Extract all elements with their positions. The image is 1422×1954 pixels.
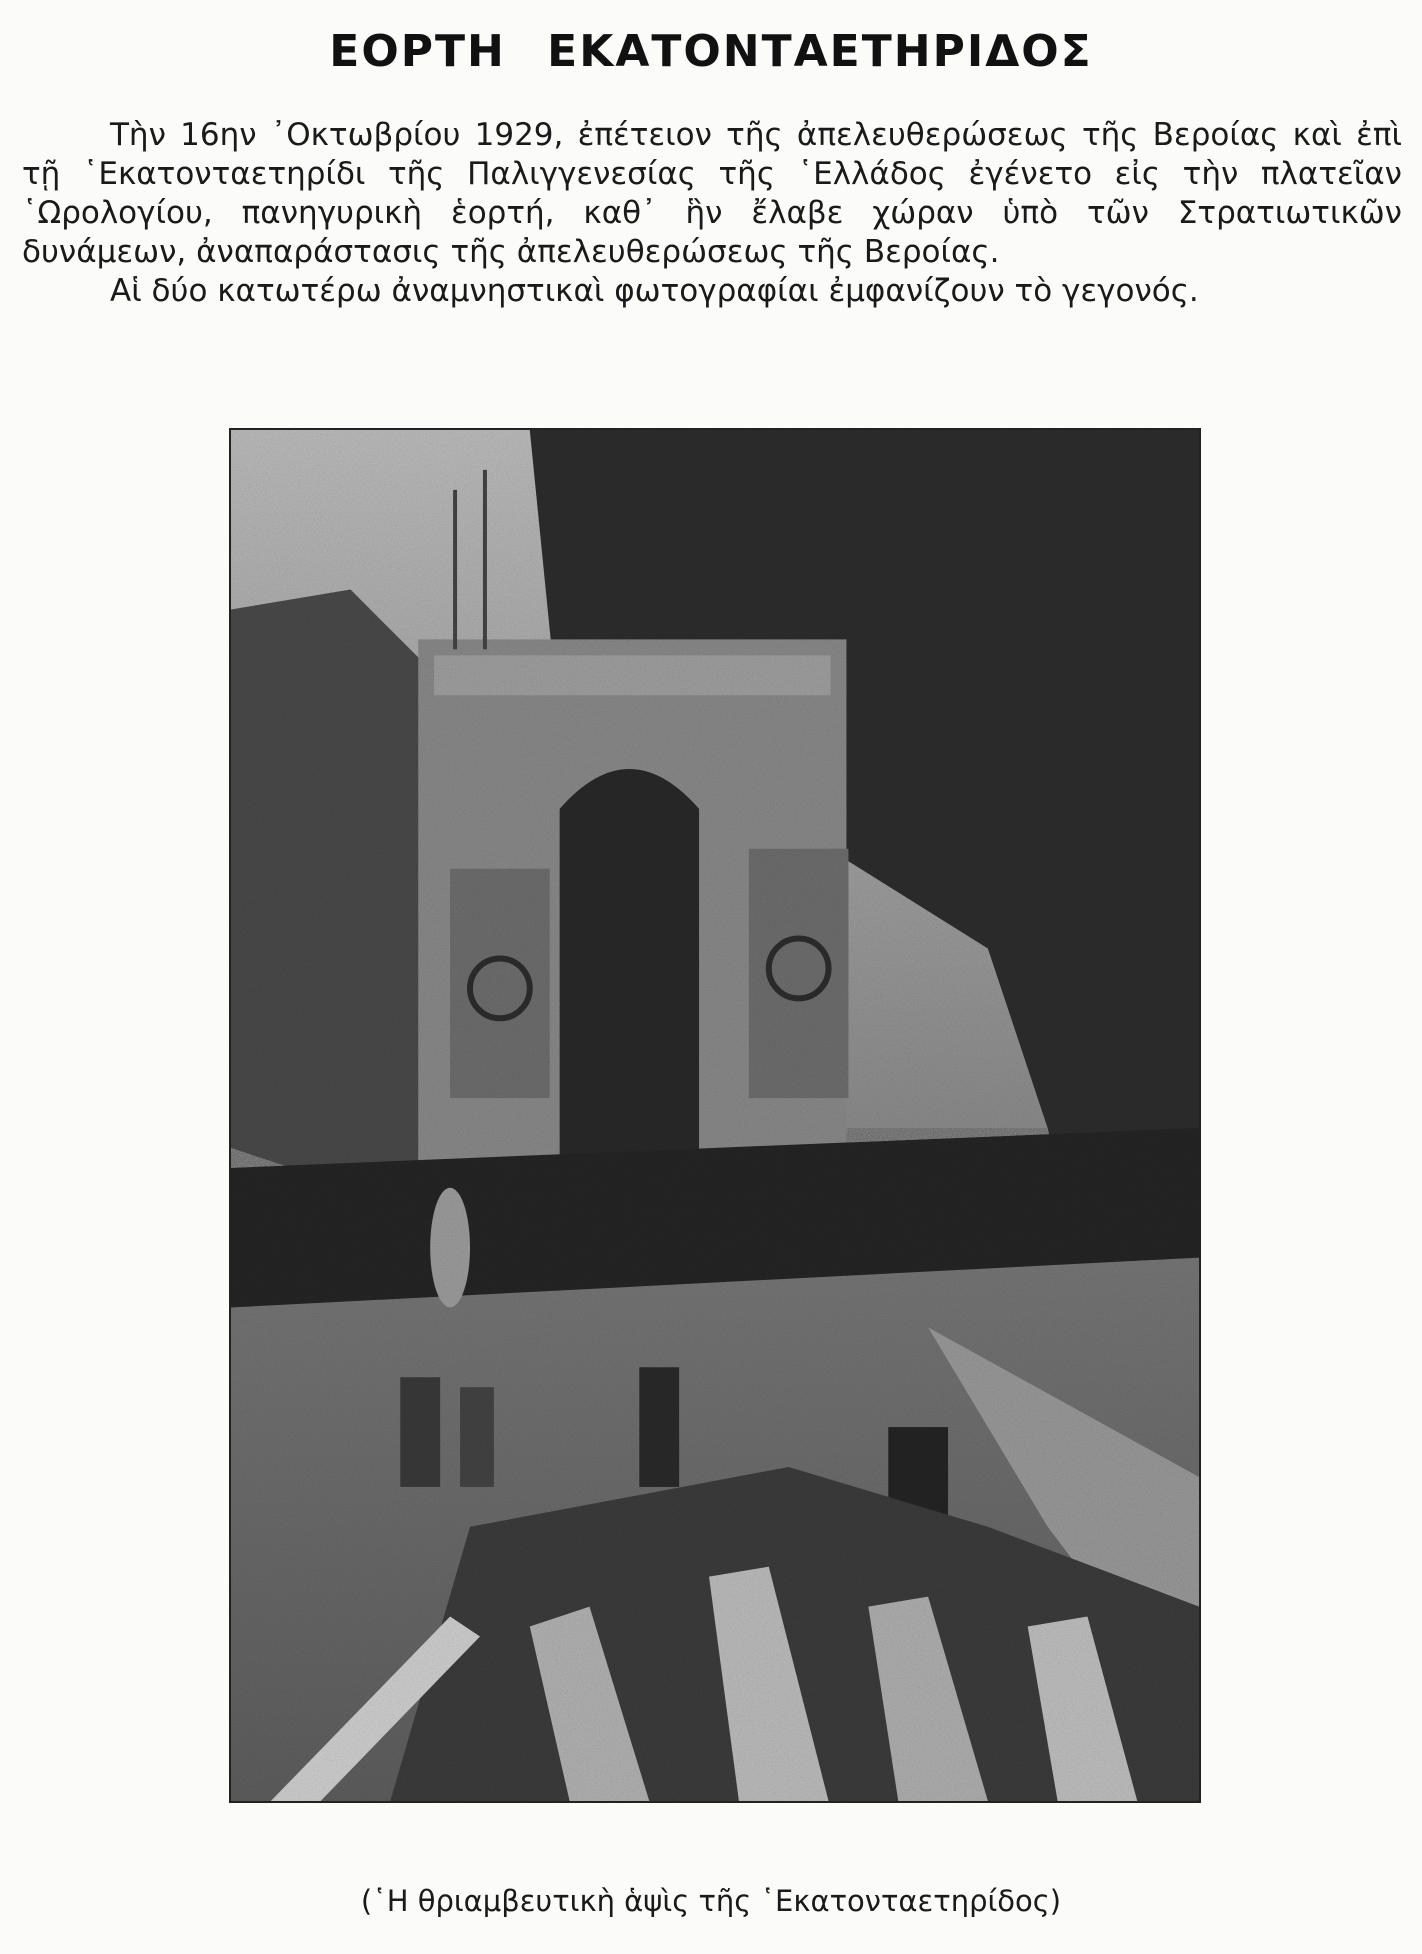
paragraph-1: Τὴν 16ην ᾽Οκτωβρίου 1929, ἐπέτειον τῆς ἀπελευθερώσεως τῆς Βεροίας καὶ ἐπὶ τῇ ῾Εκατονταετηρίδι τῆς Παλιγγενεσίας τῆς ῾Ελλάδος ἐγένετο εἰς τὴν πλατεῖαν ῾Ωρολογίου, πανηγυρικὴ ἑορτή, καθ᾽ ἣν ἔλαβε χώραν ὑπὸ τῶν Στρατιωτικῶν δυνάμεων, ἀναπαράστασις τῆς ἀπελευθερώσεως τῆς Βεροίας. (22, 117, 1402, 270)
page-title: ΕΟΡΤΗ ΕΚΑΤΟΝΤΑΕΤΗΡΙΔΟΣ (329, 26, 1093, 77)
body-text (22, 116, 1402, 311)
triumphal-arch-photo (229, 428, 1201, 1803)
photo-illustration (231, 430, 1199, 1801)
photo-caption: (῾Η θριαμβευτικὴ ἁψὶς τῆς ῾Εκατονταετηρίδος) (360, 1884, 1062, 1918)
paragraph-2: Αἱ δύο κατωτέρω ἀναμνηστικαὶ φωτογραφίαι ἐμφανίζουν τὸ γεγονός. (110, 273, 1199, 309)
